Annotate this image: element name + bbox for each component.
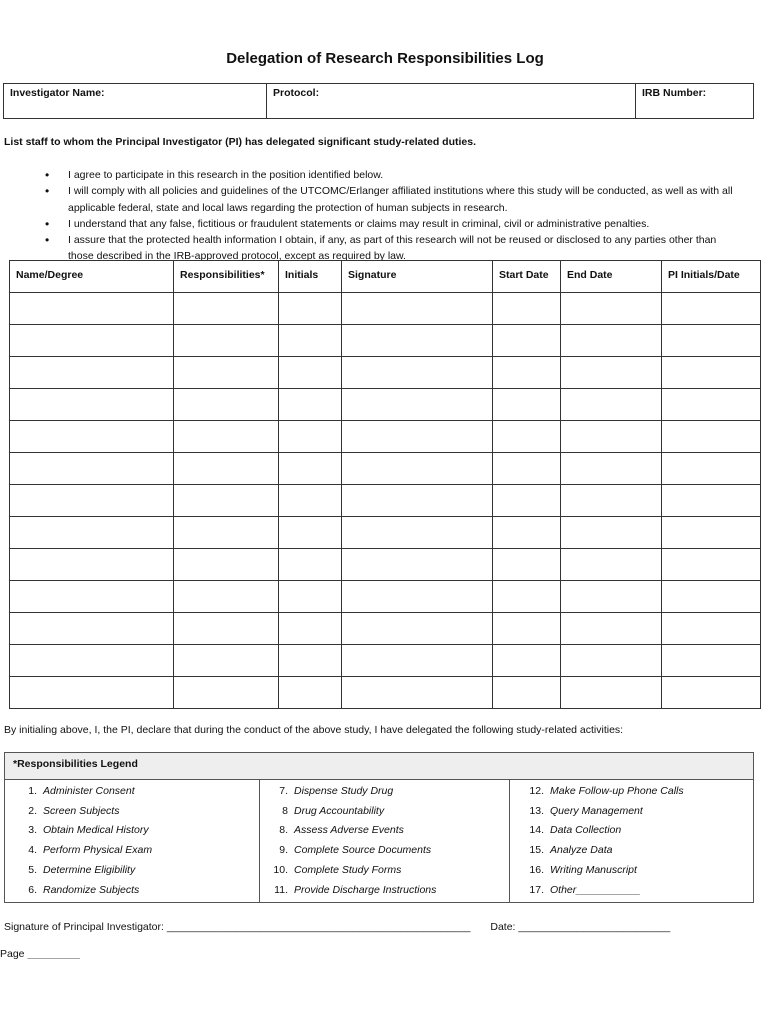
column-header-pi-initials-date: PI Initials/Date [662,261,761,293]
page-number-blank[interactable]: _________ [27,948,81,960]
legend-item-number: 8. [279,824,288,837]
legend-item-text: Administer Consent [43,785,135,797]
legend-item-number: 17. [529,883,544,896]
legend-item-number: 14. [529,824,544,837]
table-cell[interactable] [561,581,662,613]
irb-number-label: IRB Number: [642,87,707,99]
table-cell[interactable] [342,613,493,645]
table-cell[interactable] [493,389,561,421]
table-cell[interactable] [342,421,493,453]
table-cell[interactable] [561,645,662,677]
table-cell[interactable] [174,517,279,549]
legend-item [522,802,753,822]
legend-item-number: 5. [28,863,37,876]
legend-item-text: Randomize Subjects [43,883,140,896]
table-cell[interactable] [561,357,662,389]
table-cell[interactable] [174,677,279,709]
table-cell[interactable] [279,517,342,549]
table-cell[interactable] [279,389,342,421]
legend-item-text: Assess Adverse Events [294,824,404,837]
table-cell[interactable] [662,357,761,389]
pi-signature-line [4,921,670,933]
column-header-name-degree: Name/Degree [10,261,174,293]
table-cell[interactable] [561,549,662,581]
date-blank[interactable]: __________________________ [518,921,671,933]
legend-item-number: 4. [28,844,37,857]
table-row [10,421,761,453]
table-cell[interactable] [279,325,342,357]
table-cell[interactable] [279,549,342,581]
table-cell[interactable] [493,517,561,549]
table-row [10,389,761,421]
legend-column [260,780,510,902]
table-cell[interactable] [342,549,493,581]
table-row [10,357,761,389]
legend-item-number: 16. [529,863,544,876]
table-cell[interactable] [279,357,342,389]
agreement-item: • I agree to participate in this research in the position identified below. [45,167,735,183]
legend-item [266,782,509,802]
protocol-label: Protocol: [273,87,320,99]
table-cell[interactable] [493,421,561,453]
legend-item-text: Perform Physical Exam [43,844,153,857]
legend-item [266,881,509,901]
table-cell[interactable] [493,325,561,357]
log-table-body [10,293,761,709]
column-header-initials: Initials [279,261,342,293]
legend-item-number: 10. [273,863,288,876]
legend-item-text: Determine Eligibility [43,863,136,876]
page-number-line [0,948,80,960]
table-cell[interactable] [10,389,174,421]
table-cell[interactable] [662,613,761,645]
table-cell[interactable] [662,549,761,581]
table-cell[interactable] [342,357,493,389]
table-cell[interactable] [561,677,662,709]
table-row [10,325,761,357]
column-header-start-date: Start Date [493,261,561,293]
table-cell[interactable] [10,677,174,709]
table-cell[interactable] [342,453,493,485]
legend-item [522,861,753,881]
legend-item-text: Screen Subjects [43,804,120,817]
agreement-item: • I assure that the protected health information I obtain, if any, as part of this research will not be reused or disclosed to any parties other than those described in the IRB-approved protocol, except as required by law. [45,232,735,265]
table-cell[interactable] [493,645,561,677]
table-cell[interactable] [662,485,761,517]
table-cell[interactable] [662,389,761,421]
table-cell[interactable] [561,517,662,549]
legend-item-number: 2. [28,804,37,817]
table-cell[interactable] [174,421,279,453]
legend-item-number: 7. [279,785,288,797]
legend-item [522,821,753,841]
table-cell[interactable] [561,613,662,645]
table-cell[interactable] [493,453,561,485]
table-cell[interactable] [10,613,174,645]
legend-item-number: 15. [529,844,544,857]
table-cell[interactable] [561,325,662,357]
legend-item-number: 11. [274,883,288,896]
table-cell[interactable] [10,293,174,325]
legend-item [266,802,509,822]
column-header-signature: Signature [342,261,493,293]
table-row [10,677,761,709]
table-cell[interactable] [342,389,493,421]
table-cell[interactable] [662,453,761,485]
table-cell[interactable] [662,325,761,357]
pi-declaration: By initialing above, I, the PI, declare that during the conduct of the above study, I have delegated the following study-related activities: [4,724,624,736]
legend-header: *Responsibilities Legend [5,753,753,780]
legend-item [15,802,259,822]
table-cell[interactable] [174,389,279,421]
legend-item [15,821,259,841]
legend-item [522,782,753,802]
study-info-table [3,83,754,119]
table-cell[interactable] [174,549,279,581]
table-cell[interactable] [10,453,174,485]
legend-item-number: 12. [529,785,544,797]
table-row [10,645,761,677]
legend-item-number: 1. [28,785,37,797]
pi-signature-blank[interactable]: ____________________________________________________ [166,921,471,933]
table-cell[interactable] [279,645,342,677]
page-label: Page [0,948,25,960]
legend-column [510,780,753,902]
table-cell[interactable] [493,357,561,389]
delegation-log-table [9,260,761,709]
table-cell[interactable] [561,485,662,517]
table-row [10,581,761,613]
table-cell[interactable] [493,581,561,613]
pi-signature-label: Signature of Principal Investigator: [4,921,164,933]
table-cell[interactable] [342,677,493,709]
table-cell[interactable] [342,293,493,325]
table-cell[interactable] [279,485,342,517]
table-cell[interactable] [561,453,662,485]
legend-item [15,782,259,802]
table-cell[interactable] [662,581,761,613]
legend-item [15,861,259,881]
legend-item [266,861,509,881]
table-cell[interactable] [10,485,174,517]
table-row [10,293,761,325]
table-cell[interactable] [561,421,662,453]
table-cell[interactable] [662,293,761,325]
legend-item-number: 6. [28,883,37,896]
list-staff-instruction: List staff to whom the Principal Investigator (PI) has delegated significant study-related duties. [4,136,476,148]
investigator-name-label: Investigator Name: [10,87,105,99]
column-header-responsibilities: Responsibilities* [174,261,279,293]
date-label: Date: [490,921,516,933]
legend-item-text: Other___________ [550,883,641,896]
table-cell[interactable] [174,357,279,389]
table-cell[interactable] [279,293,342,325]
table-cell[interactable] [174,485,279,517]
table-cell[interactable] [493,677,561,709]
table-cell[interactable] [493,293,561,325]
table-cell[interactable] [174,325,279,357]
table-header-row [10,261,761,293]
table-cell[interactable] [493,485,561,517]
legend-item-text: Writing Manuscript [550,863,637,876]
legend-item [266,821,509,841]
table-row [10,453,761,485]
table-cell[interactable] [342,325,493,357]
column-header-end-date: End Date [561,261,662,293]
legend-item [266,841,509,861]
legend-item-text: Make Follow-up Phone Calls [550,785,684,797]
legend-column [5,780,260,902]
table-cell[interactable] [662,421,761,453]
table-cell[interactable] [279,613,342,645]
legend-item [15,881,259,901]
responsibilities-legend [4,752,754,903]
table-cell[interactable] [493,613,561,645]
legend-item [522,841,753,861]
table-cell[interactable] [10,421,174,453]
table-cell[interactable] [279,677,342,709]
legend-item-number: 13. [529,804,544,817]
legend-item [522,881,753,901]
table-cell[interactable] [342,645,493,677]
legend-item-text: Complete Study Forms [294,863,402,876]
table-cell[interactable] [174,293,279,325]
legend-item-text: Query Management [550,804,643,817]
protocol-field[interactable] [267,84,636,119]
legend-item [15,841,259,861]
table-cell[interactable] [10,581,174,613]
table-cell[interactable] [662,645,761,677]
agreement-list [45,167,735,265]
legend-item-number: 3. [28,824,37,837]
table-cell[interactable] [662,517,761,549]
table-row [10,549,761,581]
agreement-item: • I will comply with all policies and guidelines of the UTCOMC/Erlanger affiliated institutions where this study will be conducted, as well as with all applicable federal, state and local laws regarding the protection of human subjects in research. [45,183,735,216]
table-cell[interactable] [561,293,662,325]
table-cell[interactable] [174,581,279,613]
table-cell[interactable] [10,549,174,581]
table-cell[interactable] [174,645,279,677]
table-cell[interactable] [10,325,174,357]
table-cell[interactable] [493,549,561,581]
table-cell[interactable] [174,453,279,485]
document-title: Delegation of Research Responsibilities Log [226,50,544,67]
table-cell[interactable] [10,645,174,677]
table-cell[interactable] [10,517,174,549]
table-cell[interactable] [10,357,174,389]
table-cell[interactable] [561,389,662,421]
legend-item-text: Complete Source Documents [294,844,432,857]
table-cell[interactable] [174,613,279,645]
legend-item-text: Obtain Medical History [43,824,149,837]
legend-item-text: Analyze Data [550,844,613,857]
table-cell[interactable] [342,517,493,549]
table-row [10,613,761,645]
table-cell[interactable] [279,581,342,613]
agreement-item: • I understand that any false, fictitious or fraudulent statements or claims may result in criminal, civil or administrative penalties. [45,216,735,232]
legend-item-number: 9. [279,844,288,857]
table-cell[interactable] [662,677,761,709]
table-row [10,517,761,549]
table-row [10,485,761,517]
table-cell[interactable] [279,453,342,485]
table-cell[interactable] [279,421,342,453]
investigator-name-field[interactable] [4,84,267,119]
table-cell[interactable] [342,485,493,517]
legend-item-text: Dispense Study Drug [294,785,394,797]
legend-item-text: Data Collection [550,824,622,837]
legend-item-text: Drug Accountability [294,804,385,817]
legend-item-text: Provide Discharge Instructions [294,883,437,896]
table-cell[interactable] [342,581,493,613]
irb-number-field[interactable] [636,84,754,119]
legend-item-number: 8 [282,804,288,817]
